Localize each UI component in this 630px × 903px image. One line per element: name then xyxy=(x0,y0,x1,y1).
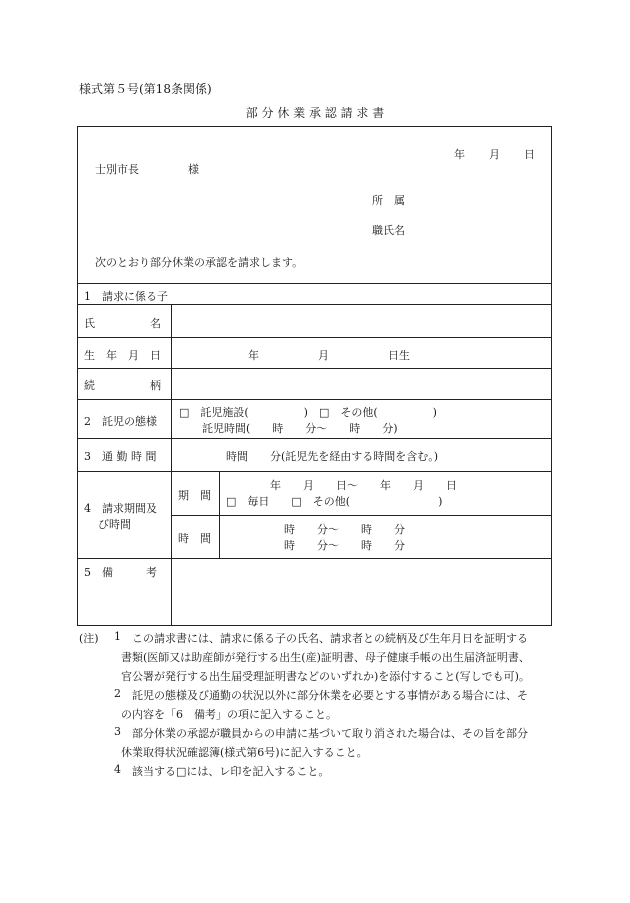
care-type-options: □ 託児施設( ) □ その他( ) xyxy=(179,406,437,419)
relationship-label: 続 柄 xyxy=(84,379,161,392)
date-year-unit: 年 xyxy=(454,148,465,161)
row-line xyxy=(77,368,552,369)
border-left xyxy=(77,126,78,626)
border-right xyxy=(551,126,552,626)
note-4-text: 該当する□には、レ印を記入すること。 xyxy=(132,765,330,778)
note-1-text: この請求書には、請求に係る子の氏名、請求者との続柄及び生年月日を証明する xyxy=(132,632,528,645)
note-1-text-cont: 書類(医師又は助産師が発行する出生(産)証明書、母子健康手帳の出生届済証明書、 xyxy=(121,651,530,664)
note-2-number: 2 xyxy=(114,687,121,700)
note-1-number: 1 xyxy=(114,630,121,643)
note-4-number: 4 xyxy=(114,763,121,776)
birth-month-unit: 月 xyxy=(318,349,329,362)
note-2-text-cont: の内容を「6 備考」の項に記入すること。 xyxy=(121,708,337,721)
period-frequency-options: □ 毎日 □ その他( ) xyxy=(226,495,443,508)
page-title: 部 分 休 業 承 認 請 求 書 xyxy=(245,106,385,120)
time-label: 時 間 xyxy=(178,532,211,545)
note-3-number: 3 xyxy=(114,725,121,738)
note-2-text: 託児の態様及び通勤の状況以外に部分休業を必要とする事情がある場合には、そ xyxy=(132,689,528,702)
row-line xyxy=(77,399,552,400)
row-line xyxy=(77,558,552,559)
commute-time-text: 時間 分(託児先を経由する時間を含む。) xyxy=(226,450,439,463)
section-commute-heading: 3 通 勤 時 間 xyxy=(84,450,157,463)
row-line xyxy=(77,438,552,439)
date-day-unit: 日 xyxy=(524,148,535,161)
notes-prefix: (注) xyxy=(79,632,99,645)
time-range-1: 時 分～ 時 分 xyxy=(284,523,405,536)
row-line xyxy=(171,515,552,516)
birth-date-label: 生 年 月 日 xyxy=(84,349,161,362)
request-statement: 次のとおり部分休業の承認を請求します。 xyxy=(95,256,304,269)
row-line xyxy=(77,304,552,305)
note-3-text: 部分休業の承認が職員からの申請に基づいて取り消された場合は、その旨を部分 xyxy=(132,727,528,740)
row-line xyxy=(77,283,552,284)
date-month-unit: 月 xyxy=(489,148,500,161)
remarks-label: 5 備 考 xyxy=(84,566,157,579)
child-name-label: 氏 名 xyxy=(84,317,161,330)
section-care-heading: 2 託児の態様 xyxy=(84,415,157,428)
birth-day-unit: 日生 xyxy=(388,349,410,362)
period-label: 期 間 xyxy=(178,489,211,502)
addressee-honorific: 様 xyxy=(188,163,199,176)
label-column-line xyxy=(171,304,172,626)
section-period-heading-cont: び時間 xyxy=(98,518,131,531)
care-hours: 託児時間( 時 分～ 時 分) xyxy=(202,422,398,435)
name-title-label: 職氏名 xyxy=(372,224,405,237)
row-line xyxy=(77,471,552,472)
note-3-text-cont: 休業取得状況確認簿(様式第6号)に記入すること。 xyxy=(121,746,368,759)
note-1-text-cont: 官公署が発行する出生届受理証明書などのいずれか)を添付すること(写しでも可)。 xyxy=(121,670,530,683)
section-period-heading: 4 請求期間及 xyxy=(84,502,157,515)
border-bottom xyxy=(77,625,552,626)
form-number: 様式第５号(第18条関係) xyxy=(79,82,212,96)
sublabel-column-line xyxy=(219,471,220,558)
border-top xyxy=(77,126,552,127)
addressee: 士別市長 xyxy=(95,163,139,176)
affiliation-label: 所 属 xyxy=(372,194,405,207)
time-range-2: 時 分～ 時 分 xyxy=(284,539,405,552)
row-line xyxy=(77,337,552,338)
period-dates: 年 月 日～ 年 月 日 xyxy=(270,479,457,492)
birth-year-unit: 年 xyxy=(248,349,259,362)
section-child-heading: 1 請求に係る子 xyxy=(84,290,168,303)
